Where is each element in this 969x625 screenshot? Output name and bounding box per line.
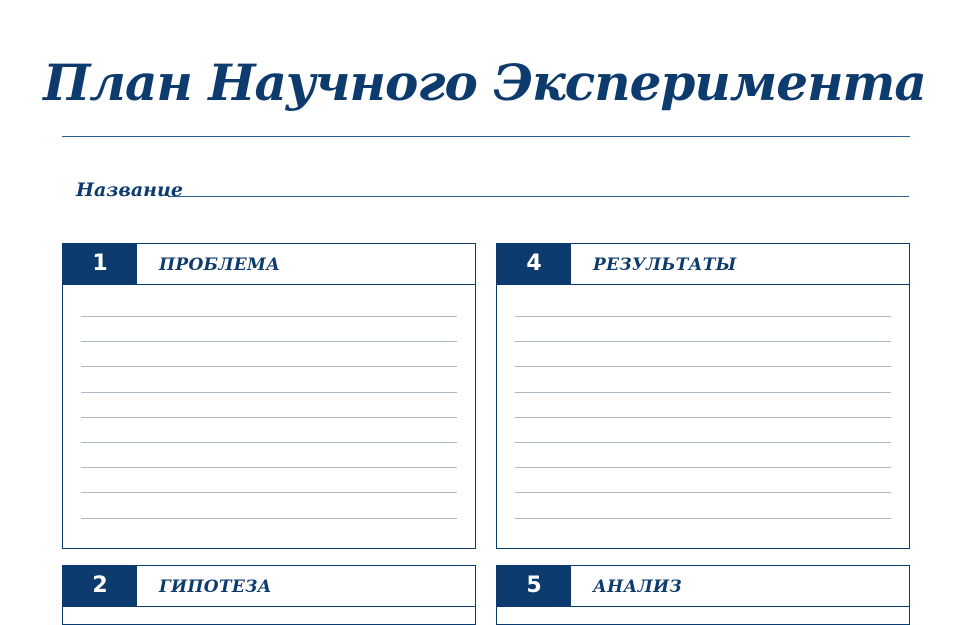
writing-line [81,442,457,443]
writing-line [515,442,891,443]
section-problem [62,243,476,549]
writing-area[interactable] [515,316,891,543]
section-number: 5 [497,566,571,606]
writing-line [515,467,891,468]
section-title: ПРОБЛЕМА [159,255,281,275]
writing-line [81,518,457,519]
section-header [63,244,475,285]
title-divider [62,136,910,137]
section-number: 1 [63,244,137,284]
writing-line [515,518,891,519]
writing-line [81,417,457,418]
writing-line [515,366,891,367]
writing-line [515,392,891,393]
section-hypothesis [62,565,476,625]
section-number: 2 [63,566,137,606]
section-title: РЕЗУЛЬТАТЫ [593,255,737,275]
writing-line [515,417,891,418]
section-header [497,566,909,607]
name-label: Название [76,179,183,201]
name-field-line[interactable] [168,196,909,197]
section-header [497,244,909,285]
section-results [496,243,910,549]
writing-line [81,392,457,393]
writing-line [81,492,457,493]
section-title: ГИПОТЕЗА [159,577,272,597]
writing-line [515,316,891,317]
section-title: АНАЛИЗ [593,577,682,597]
page-title: План Научного Эксперимента [43,53,926,112]
section-number: 4 [497,244,571,284]
section-header [63,566,475,607]
writing-area[interactable] [81,316,457,543]
writing-line [81,366,457,367]
writing-line [81,341,457,342]
writing-line [81,467,457,468]
writing-line [515,492,891,493]
writing-line [81,316,457,317]
writing-line [515,341,891,342]
section-analysis [496,565,910,625]
